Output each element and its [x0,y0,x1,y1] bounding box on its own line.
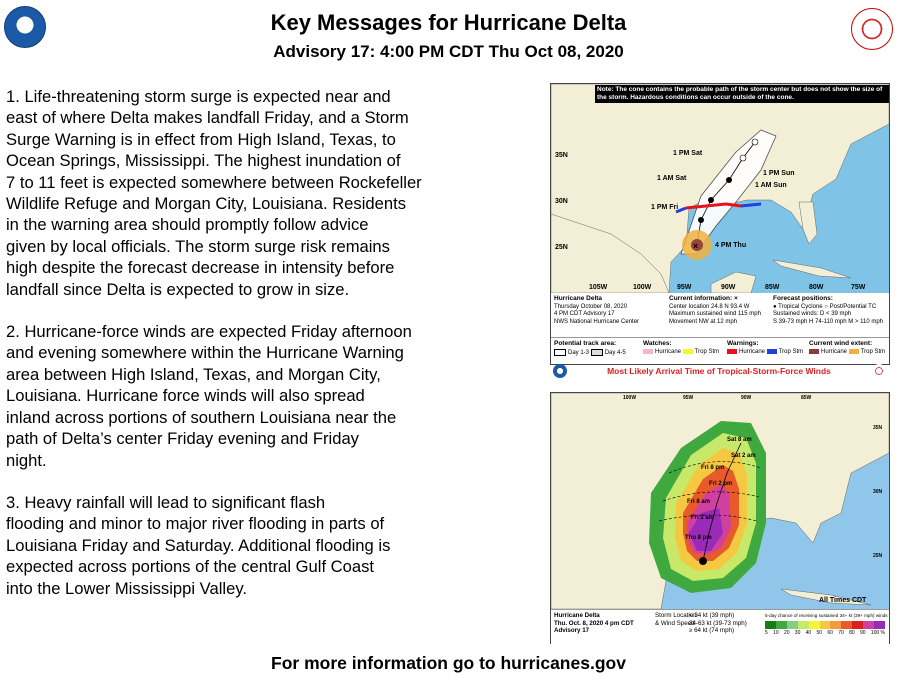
storm-info [554,295,639,326]
wind-storm-date: Thu. Oct. 8, 2020 4 pm CDT [554,619,634,627]
nws-logo-small [872,364,886,378]
lon-label: 85W [801,395,812,401]
forecast-positions-line: S 39-73 mph H 74-110 mph M > 110 mph [773,318,884,325]
cone-legend-keys [551,337,889,356]
lat-label: 25N [873,553,883,559]
colorbar-swatch [798,621,809,629]
all-times-label: All Times CDT [819,597,867,604]
warnings-title: Warnings: [727,340,759,347]
wind-map [551,393,889,609]
wind-storm-advisory: Advisory 17 [554,627,590,634]
lat-label: 30N [555,198,568,205]
storm-location-icon [699,557,707,565]
track-area-item: Day 1-3 [568,349,590,356]
colorbar-swatch [765,621,776,629]
storm-center-marker: × [693,241,699,251]
probability-colorbar [765,621,885,629]
colorbar-swatch [830,621,841,629]
colorbar-swatch [820,621,831,629]
watches-title: Watches: [643,340,672,347]
colorbar-label: 100 % [870,630,885,636]
lat-label: 25N [555,244,568,251]
colorbar-swatch [852,621,863,629]
forecast-positions-line: ● Tropical Cyclone ○ Post/Potential TC [773,303,877,310]
cone-graphic [550,83,890,365]
lat-label: 30N [873,489,883,495]
key-message-3: 3. Heavy rainfall will lead to significant flash flooding and minor to major river flooding in parts of Louisiana Friday and Saturday. Additional flooding is expected across portions of the central Gulf Coast into the Lower Mississippi Valley. [6,492,391,598]
current-info-line: Maximum sustained wind 115 mph [669,311,761,317]
wind-extent-trop-swatch [849,349,859,354]
warnings-key [727,340,803,356]
track-label: 1 PM Sun [763,170,795,177]
advisory-subtitle: Advisory 17: 4:00 PM CDT Thu Oct 08, 2020 [273,42,624,61]
trop-storm-warning-swatch [767,349,777,354]
colorbar-label: 40 [805,630,812,636]
lon-label: 105W [589,284,608,291]
watches-item: Trop Stm [694,348,720,355]
time-label: Fri 8 pm [701,465,725,471]
colorbar-swatch [776,621,787,629]
colorbar-swatch [863,621,874,629]
key-message-2: 2. Hurricane-force winds are expected Friday afternoon and evening somewhere within the Hurricane Warning area between High Island, Texas, and Morgan City, Louisiana. Hurricane force winds will also spread inland across portions of southern Louisiana near the path of Delta’s center Friday evening and Friday night. [6,322,412,470]
time-label: Thu 8 pm [685,535,712,541]
wind-speed-item: < 34 kt (39 mph) [689,612,735,619]
watches-item: Hurricane [655,348,682,355]
colorbar-swatch [809,621,820,629]
forecast-point [752,139,758,145]
current-info-title: Current information: × [669,295,738,302]
trop-storm-watch-swatch [683,349,693,354]
wind-legend [551,609,889,644]
forecast-positions-line: Sustained winds: D < 39 mph [773,311,852,317]
track-label: 1 PM Fri [651,204,679,211]
wind-map-svg [551,393,889,609]
cone-legend [551,293,889,364]
forecast-point [740,155,746,161]
colorbar-label: 70 [838,630,844,636]
wind-speed-item: ≥ 64 kt (74 mph) [689,627,735,634]
colorbar-swatch [841,621,852,629]
colorbar-label: 60 [827,630,833,636]
colorbar-label: 50 [816,630,823,636]
wind-extent-key [809,340,885,356]
track-label: 1 AM Sat [657,175,687,182]
wind-storm-name: Hurricane Delta [554,612,600,619]
hurricane-warning-swatch [727,349,737,354]
wind-speed-key [689,612,747,635]
lon-label: 90W [741,395,752,401]
wind-extent-hurricane-swatch [809,349,819,354]
lon-label: 100W [633,284,652,291]
forecast-positions-title: Forecast positions: [773,295,833,302]
key-message-1: 1. Life-threatening storm surge is expected near and east of where Delta makes landfall Friday, and a Storm Surge Warning is in effect from High Island, Texas, to Ocean Springs, Mississippi. The highest inundation of 7 to 11 feet is expected somewhere between Rockefeller Wildlife Refuge and Morgan City, Louisiana. Residents in the warning area should promptly follow advice given by local officials. The storm surge risk remains high despite the forecast decrease in intensity before landfall since Delta is expected to grow in size. [6,87,422,299]
warnings-item: Trop Stm [778,348,804,355]
wind-storm-info [554,612,634,635]
watches-key [643,340,719,356]
colorbar-label: 20 [783,630,790,636]
lon-label: 100W [623,395,637,401]
track-area-key [554,340,626,357]
track-label: 1 AM Sun [755,182,787,189]
lon-label: 95W [677,284,692,291]
wind-speed-label: & Wind Speed [655,619,695,627]
lon-label: 85W [765,284,780,291]
page-title: Key Messages for Hurricane Delta [270,10,627,35]
forecast-positions [773,295,883,326]
storm-date: Thursday October 08, 2020 [554,303,628,310]
colorbar-title: 5-day chance of receiving sustained 34+ kt (39+ mph) winds [765,613,888,618]
day13-swatch [554,349,566,356]
key-messages [6,86,536,620]
current-info-line: Movement NW at 12 mph [669,318,738,325]
storm-center: NWS National Hurricane Center [554,318,640,325]
day45-swatch [591,349,603,356]
wind-extent-item: Trop Stm [860,348,886,355]
storm-advisory: 4 PM CDT Advisory 17 [554,311,615,317]
lat-label: 35N [555,152,568,159]
lon-label: 90W [721,284,736,291]
hurricane-watch-swatch [643,349,653,354]
colorbar-label: 10 [773,630,779,636]
wind-speed-item: 34-63 kt (39-73 mph) [689,619,747,627]
track-label: 4 PM Thu [715,242,747,249]
time-label: Fri 2 am [691,515,715,521]
track-area-item: Day 4-5 [604,349,626,356]
track-area-title: Potential track area: [554,340,617,347]
colorbar-label: 30 [794,630,801,636]
colorbar-swatch [874,621,885,629]
colorbar-label: 80 [849,630,855,636]
colorbar-swatch [787,621,798,629]
lon-label: 95W [683,395,694,401]
lon-label: 75W [851,284,866,291]
time-label: Sat 2 am [731,453,756,459]
colorbar-label: 5 [765,630,768,636]
storm-location-label: Storm Location [655,612,697,619]
lon-label: 80W [809,284,824,291]
colorbar-label: 90 [859,630,866,636]
wind-map-title: Most Likely Arrival Time of Tropical-Storm-Force Winds [607,366,831,376]
footer-link: For more information go to hurricanes.gov [271,653,626,673]
lat-label: 35N [873,425,883,431]
colorbar-labels [765,630,885,638]
wind-extent-item: Hurricane [821,348,848,355]
forecast-point [726,177,732,183]
land-cuba [773,260,851,278]
cone-note: Note: The cone contains the probable path of the storm center but does not show the size of the storm. Hazardous conditions can occur outside of the cone. [595,85,889,103]
time-label: Sat 8 am [727,437,752,443]
cone-map [551,84,889,293]
wind-extent-title: Current wind extent: [809,340,873,347]
cone-map-svg [551,84,889,293]
warnings-item: Hurricane [739,348,766,355]
forecast-point [708,197,714,203]
time-label: Fri 2 pm [709,481,733,487]
forecast-point [698,217,704,223]
current-info [669,295,761,326]
track-label: 1 PM Sat [673,150,703,157]
wind-arrival-graphic [550,392,890,644]
time-label: Fri 8 am [687,499,711,505]
storm-name: Hurricane Delta [554,295,603,302]
current-info-line: Center location 24.8 N 93.4 W [669,303,750,310]
